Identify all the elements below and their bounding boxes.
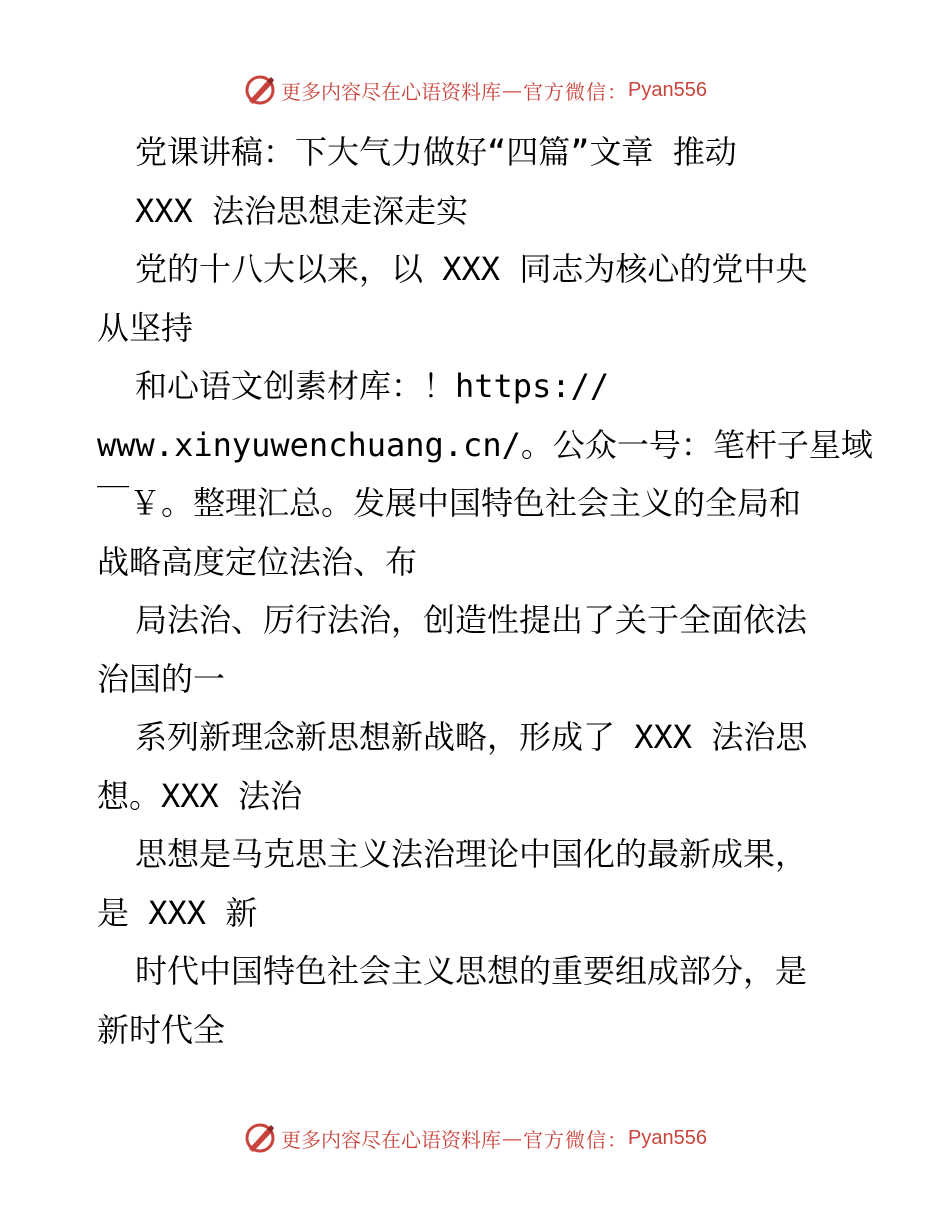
text-line: 战略高度定位法治、布 <box>97 542 418 581</box>
header-banner <box>0 70 950 110</box>
text-line: 治国的一 <box>97 659 226 698</box>
banner-dash: — <box>502 78 523 102</box>
text-line: 和心语文创素材库：！https:// <box>135 367 610 405</box>
footer-banner <box>0 1118 950 1158</box>
text-line: XXX 法治思想走深走实 <box>135 191 469 230</box>
text-line: 从坚持 <box>97 308 194 347</box>
text-line: 想。XXX 法治 <box>97 776 303 815</box>
text-line: 时代中国特色社会主义思想的重要组成部分，是 <box>135 952 808 990</box>
banner-account: Pyan556 <box>628 78 707 101</box>
banner-text: 更多内容尽在心语资料库 <box>281 1127 502 1152</box>
text-line: 局法治、厉行法治，创造性提出了关于全面依法 <box>135 601 808 639</box>
pen-logo-icon <box>243 1121 277 1155</box>
banner-text: 更多内容尽在心语资料库 <box>281 79 502 104</box>
banner-wechat-label: 官方微信： <box>523 1127 629 1152</box>
document-body <box>97 123 873 1059</box>
text-line: 党课讲稿：下大气力做好“四篇”文章 推动 <box>135 133 737 171</box>
text-line: 系列新理念新思想新战略，形成了 XXX 法治思 <box>135 718 808 756</box>
pen-logo-icon <box>243 73 277 107</box>
text-line: 党的十八大以来，以 XXX 同志为核心的党中央 <box>135 250 808 288</box>
banner-dash: — <box>502 1126 523 1150</box>
text-line: 新时代全 <box>97 1010 226 1049</box>
text-line: 思想是马克思主义法治理论中国化的最新成果， <box>135 835 808 873</box>
text-line: ￣￥。整理汇总。发展中国特色社会主义的全局和 <box>97 484 802 522</box>
text-line: www.xinyuwenchuang.cn/。公众一号：笔杆子星域 <box>97 425 873 464</box>
banner-account: Pyan556 <box>628 1126 707 1149</box>
banner-wechat-label: 官方微信： <box>523 79 629 104</box>
text-line: 是 XXX 新 <box>97 893 258 932</box>
